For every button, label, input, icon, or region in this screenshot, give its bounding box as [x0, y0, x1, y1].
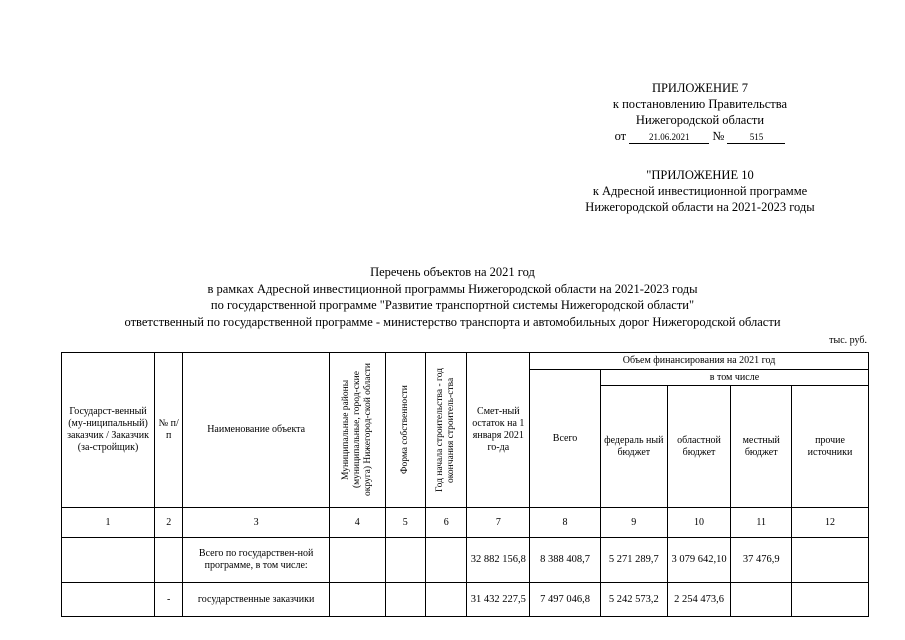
row-districts	[329, 538, 385, 583]
date-number-line	[500, 128, 900, 144]
row-years	[426, 583, 467, 617]
from-label: от	[614, 129, 627, 143]
appendix-10-title: "ПРИЛОЖЕНИЕ 10	[646, 168, 754, 182]
header-years-cell	[426, 353, 467, 508]
objects-table	[61, 352, 869, 617]
title-line-3: по государственной программе "Развитие транспортной системы Нижегородской области"	[210, 298, 695, 312]
col-number: 1	[62, 508, 155, 538]
row-other	[792, 583, 869, 617]
header-estimate: Смет-ный остаток на 1 января 2021 го-да	[467, 353, 530, 508]
row-ownership	[385, 583, 425, 617]
col-number: 2	[155, 508, 183, 538]
resolution-date: 21.06.2021	[629, 132, 709, 144]
title-line-2: в рамках Адресной инвестиционной программы Нижегородской области на 2021-2023 годы	[207, 281, 698, 296]
units-label: тыс. руб.	[829, 335, 867, 346]
header-regional: областной бюджет	[667, 386, 731, 508]
col-number: 12	[792, 508, 869, 538]
col-number: 6	[426, 508, 467, 538]
row-object-name: государственные заказчики	[183, 583, 330, 617]
col-number: 5	[385, 508, 425, 538]
row-customer	[62, 538, 155, 583]
row-local: 37 476,9	[731, 538, 792, 583]
title-line-1: Перечень объектов на 2021 год	[370, 265, 535, 279]
col-number: 3	[183, 508, 330, 538]
row-num	[155, 538, 183, 583]
title-line-4: ответственный по государственной программе - министерство транспорта и автомобильных дорог Нижегородской области	[124, 314, 781, 329]
header-federal: федераль ный бюджет	[600, 386, 667, 508]
header-local: местный бюджет	[731, 386, 792, 508]
header-years: Год начала строительства - год окончания строитель-ства	[435, 368, 457, 493]
appendix-10-line3: Нижегородской области на 2021-2023 годы	[585, 200, 815, 214]
region-line: Нижегородской области	[635, 113, 765, 127]
appendix-header	[500, 80, 900, 144]
row-estimate: 31 432 227,5	[467, 583, 530, 617]
row-num: -	[155, 583, 183, 617]
row-local	[731, 583, 792, 617]
col-number: 8	[530, 508, 601, 538]
header-districts: Муниципальные районы (муниципальные, город-ские округа) Нижегород-ской области	[340, 363, 373, 497]
appendix-10-header	[500, 167, 900, 215]
col-number: 4	[329, 508, 385, 538]
appendix-10-line2: к Адресной инвестиционной программе	[592, 184, 808, 198]
row-other	[792, 538, 869, 583]
table-row	[62, 583, 869, 617]
row-ownership	[385, 538, 425, 583]
row-total: 8 388 408,7	[530, 538, 601, 583]
header-districts-cell	[329, 353, 385, 508]
col-number: 10	[667, 508, 731, 538]
document-title	[0, 264, 905, 330]
col-number: 7	[467, 508, 530, 538]
col-number: 9	[600, 508, 667, 538]
resolution-number: 515	[727, 132, 785, 144]
header-including: в том числе	[600, 370, 868, 386]
row-object-name: Всего по государствен-ной программе, в том числе:	[183, 538, 330, 583]
header-other: прочие источники	[792, 386, 869, 508]
header-ownership-cell	[385, 353, 425, 508]
header-customer: Государст-венный (му-ниципальный) заказчик / Заказчик (за-стройщик)	[62, 353, 155, 508]
row-years	[426, 538, 467, 583]
header-funding: Объем финансирования на 2021 год	[530, 353, 869, 370]
resolution-line: к постановлению Правительства	[612, 97, 788, 111]
row-regional: 2 254 473,6	[667, 583, 731, 617]
appendix-7-title: ПРИЛОЖЕНИЕ 7	[651, 81, 749, 95]
row-estimate: 32 882 156,8	[467, 538, 530, 583]
header-total: Всего	[530, 370, 601, 508]
header-num: № п/п	[155, 353, 183, 508]
header-object-name: Наименование объекта	[183, 353, 330, 508]
col-number: 11	[731, 508, 792, 538]
row-regional: 3 079 642,10	[667, 538, 731, 583]
row-federal: 5 271 289,7	[600, 538, 667, 583]
table-row	[62, 538, 869, 583]
row-customer	[62, 583, 155, 617]
row-federal: 5 242 573,2	[600, 583, 667, 617]
column-numbers-row	[62, 508, 869, 538]
row-total: 7 497 046,8	[530, 583, 601, 617]
header-ownership: Форма собственности	[399, 385, 410, 475]
number-label: №	[712, 129, 725, 143]
row-districts	[329, 583, 385, 617]
